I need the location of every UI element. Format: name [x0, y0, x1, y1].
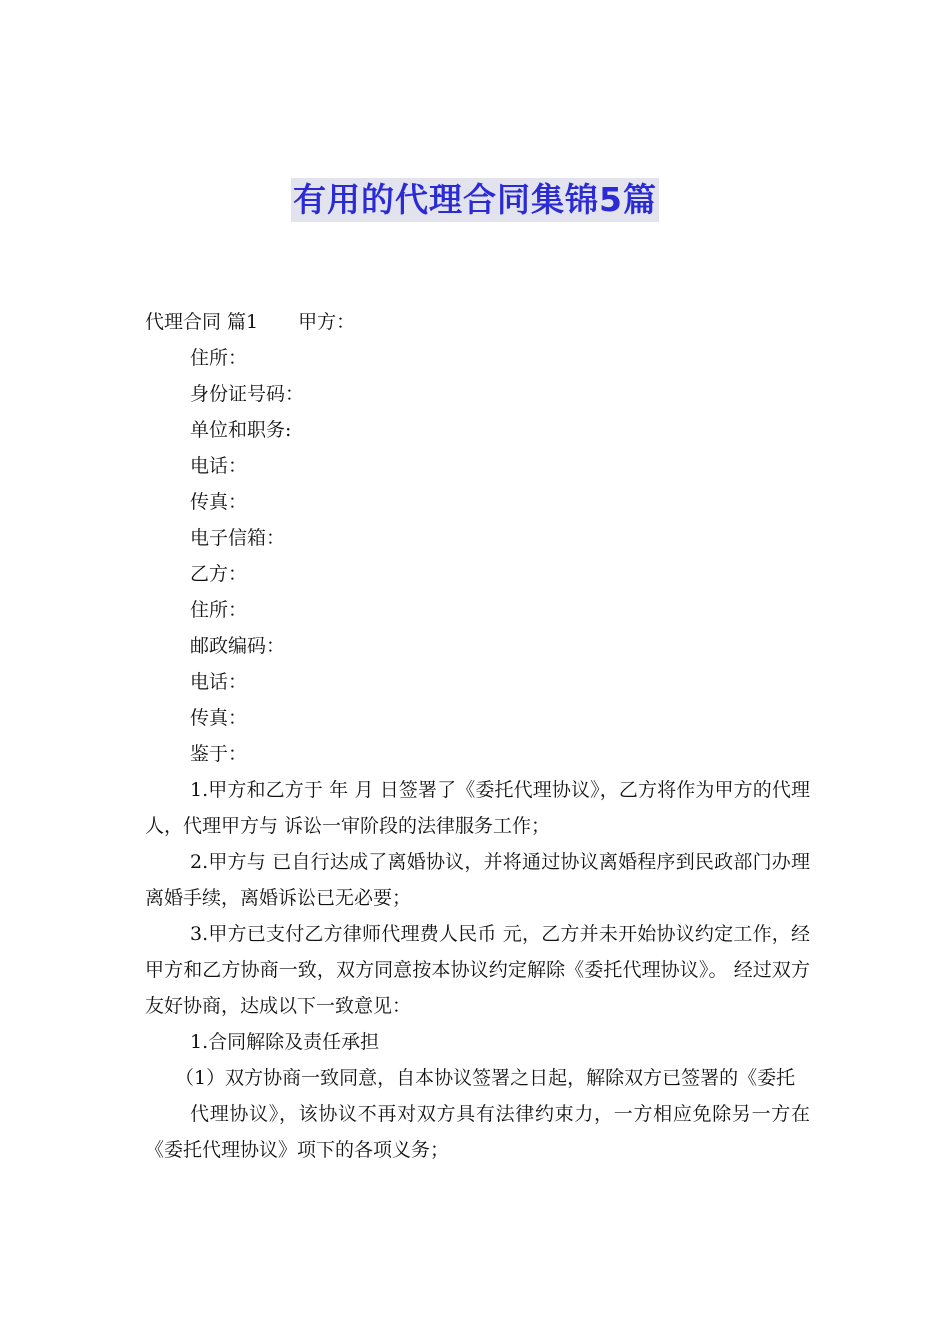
party-b-phone: 电话： — [190, 671, 248, 693]
clause-2: 2.甲方与 已自行达成了离婚协议，并将通过协议离婚程序到民政部门办理离婚手续，离婚诉讼已无必要； — [145, 851, 810, 909]
document-title: 有用的代理合同集锦5篇 — [291, 178, 659, 222]
party-a-id-number: 身份证号码： — [190, 383, 305, 405]
party-b-address: 住所： — [190, 599, 248, 621]
party-a-phone: 电话： — [190, 455, 248, 477]
party-b-fax: 传真： — [190, 707, 248, 729]
clause-3: 3.甲方已支付乙方律师代理费人民币 元，乙方并未开始协议约定工作，经甲方和乙方协商一致，双方同意按本协议约定解除《委托代理协议》。 经过双方友好协商，达成以下一致意见： — [145, 923, 810, 1017]
party-a-address: 住所： — [190, 347, 248, 369]
contract-heading: 代理合同 篇1 — [145, 311, 259, 333]
document-body — [145, 304, 810, 1168]
party-a-label: 甲方： — [298, 311, 356, 333]
item-1-part1: （1）双方协商一致同意，自本协议签署之日起，解除双方已签署的《委托 — [175, 1067, 796, 1089]
clause-1: 1.甲方和乙方于 年 月 日签署了《委托代理协议》，乙方将作为甲方的代理人，代理甲方与 诉讼一审阶段的法律服务工作； — [145, 779, 810, 837]
section-1-title: 1.合同解除及责任承担 — [190, 1031, 380, 1053]
whereas-label: 鉴于： — [190, 743, 248, 765]
heading-line — [145, 304, 810, 340]
party-b-label: 乙方： — [190, 563, 248, 585]
party-a-employer: 单位和职务: — [190, 419, 292, 441]
item-1-part2: 代理协议》，该协议不再对双方具有法律约束力，一方相应免除另一方在《委托代理协议》项下的各项义务； — [145, 1103, 810, 1161]
party-a-fax: 传真： — [190, 491, 248, 513]
title-wrapper — [0, 178, 950, 222]
party-a-email: 电子信箱： — [190, 527, 286, 549]
party-b-postcode: 邮政编码： — [190, 635, 286, 657]
